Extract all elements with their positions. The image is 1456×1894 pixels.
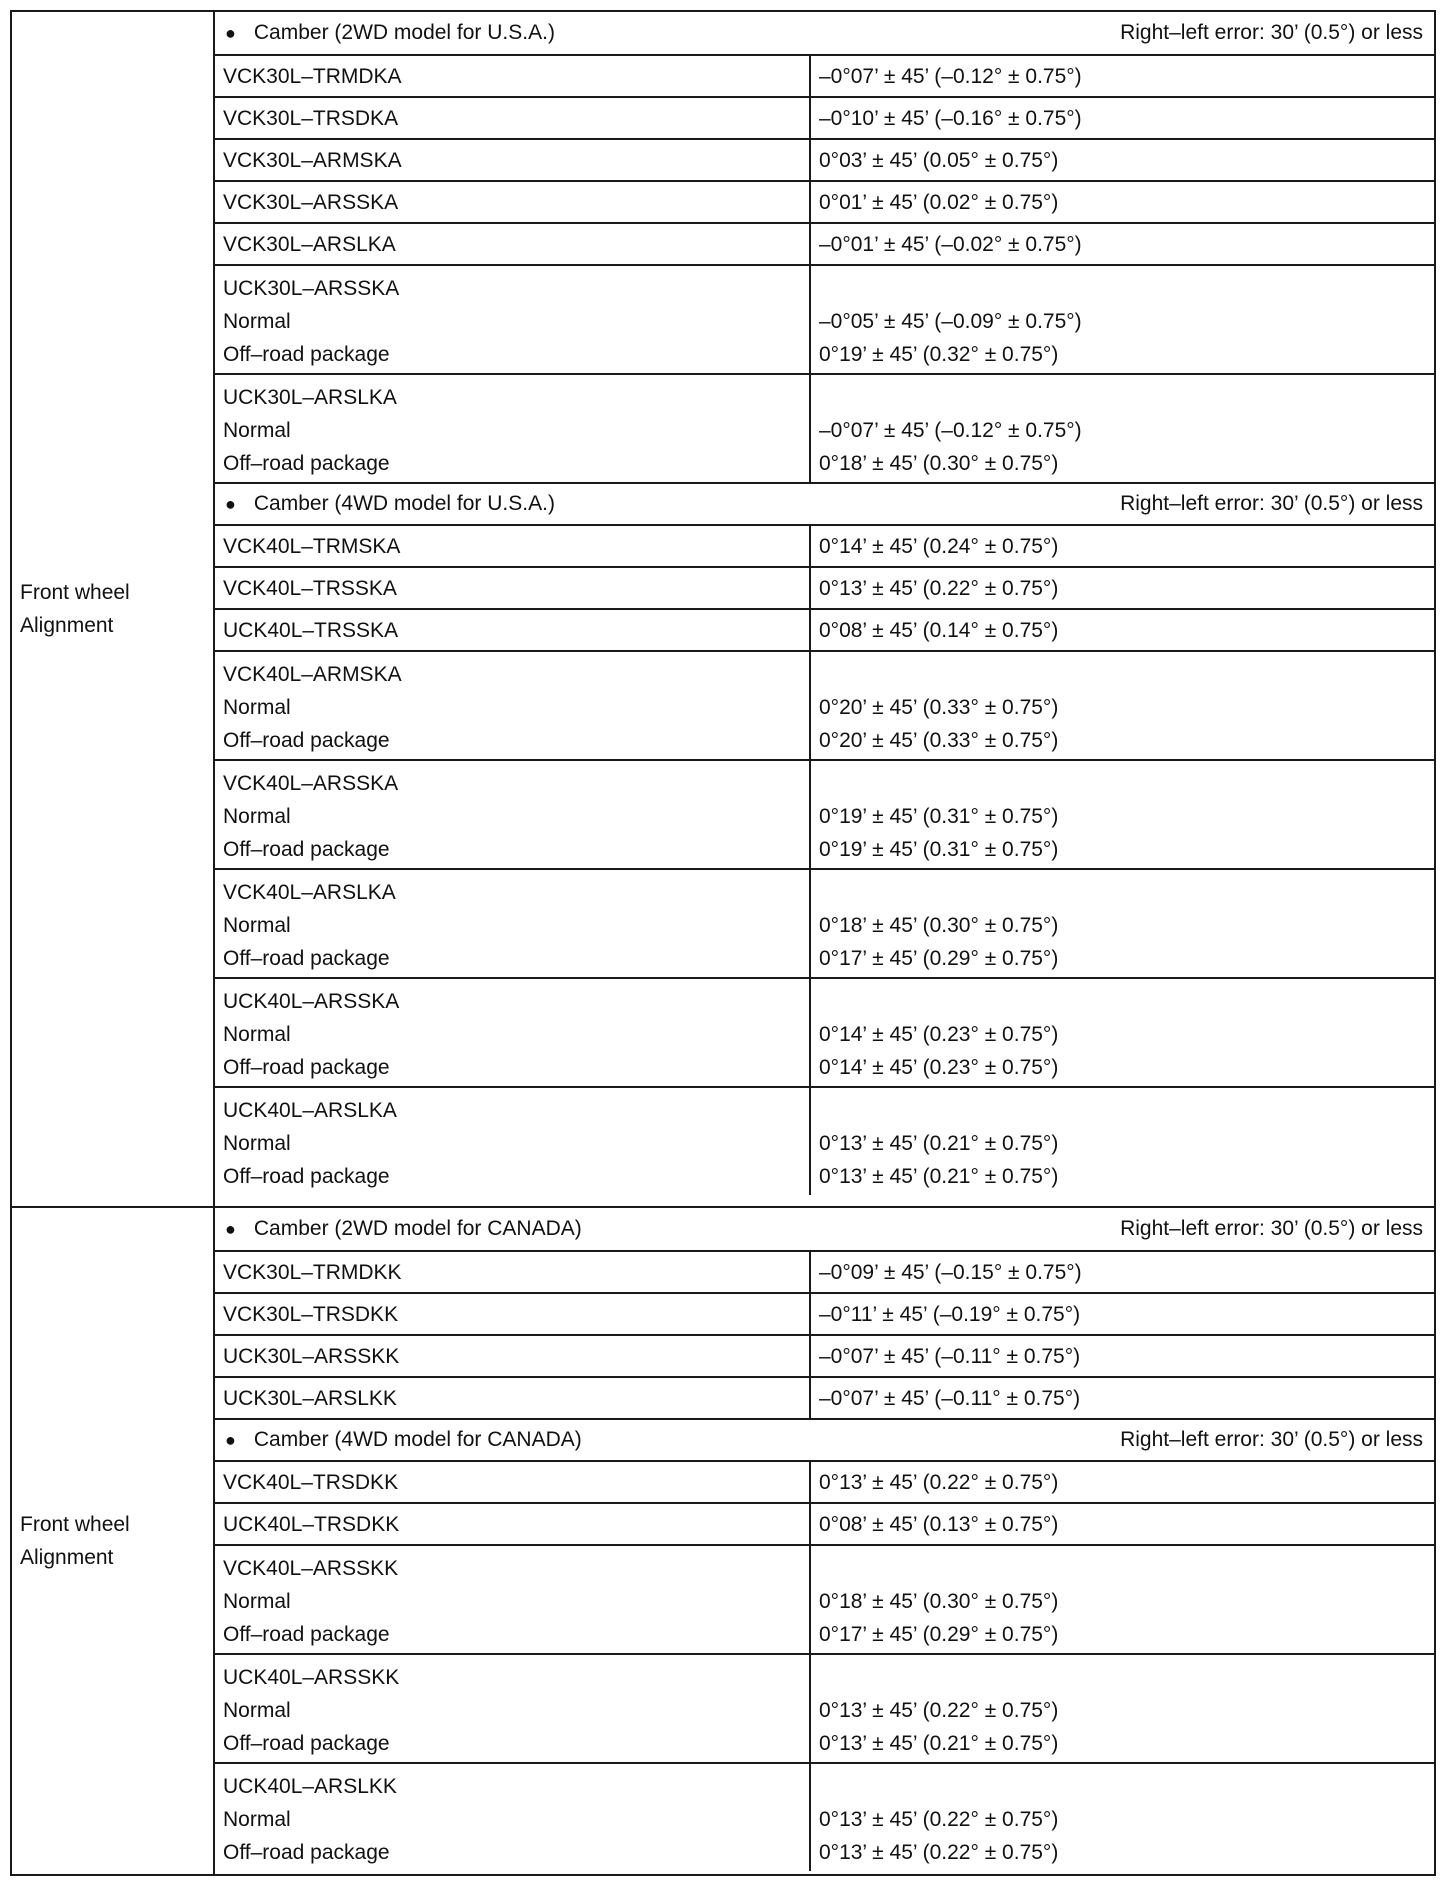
alignment-spec-table	[10, 10, 1436, 1876]
normal-label: Normal	[223, 1132, 291, 1155]
table-row	[215, 180, 1434, 222]
section-title-wrap	[225, 492, 555, 516]
model-code: VCK30L–ARSLKA	[223, 233, 396, 256]
model-code: VCK40L–ARMSKA	[223, 663, 402, 686]
model-code: VCK30L–ARSSKA	[223, 191, 399, 214]
model-code: UCK40L–TRSSKA	[223, 619, 399, 642]
section-title-wrap	[225, 1217, 582, 1241]
table-row	[215, 1250, 1434, 1292]
model-cell	[215, 526, 811, 566]
offroad-label: Off–road package	[223, 729, 390, 752]
spacer-line	[819, 985, 1434, 1018]
section-note: Right–left error: 30’ (0.5°) or less	[1120, 492, 1423, 515]
table-row	[215, 759, 1434, 868]
model-code: UCK30L–ARSSKK	[223, 1345, 400, 1368]
offroad-label: Off–road package	[223, 1623, 390, 1646]
normal-label: Normal	[223, 805, 291, 828]
offroad-label: Off–road package	[223, 343, 390, 366]
value-cell	[811, 1088, 1434, 1195]
side-label-cell	[12, 1208, 215, 1874]
value-cell	[811, 979, 1434, 1086]
model-cell	[215, 979, 811, 1086]
value-cell	[811, 1462, 1434, 1502]
normal-value: 0°13’ ± 45’ (0.22° ± 0.75°)	[819, 1699, 1059, 1722]
table-row	[215, 650, 1434, 759]
section-title-wrap	[225, 21, 555, 45]
value-cell	[811, 98, 1434, 138]
table-row	[215, 54, 1434, 96]
spacer-line	[819, 381, 1434, 414]
section-note: Right–left error: 30’ (0.5°) or less	[1120, 1217, 1423, 1240]
normal-label: Normal	[223, 1023, 291, 1046]
table-row	[215, 1653, 1434, 1762]
model-code: UCK40L–ARSSKK	[223, 1666, 400, 1689]
value-cell	[811, 568, 1434, 608]
model-code: UCK40L–ARSLKA	[223, 1099, 397, 1122]
offroad-value: 0°18’ ± 45’ (0.30° ± 0.75°)	[819, 452, 1059, 475]
model-code: UCK30L–ARSSKA	[223, 277, 400, 300]
table-row	[215, 977, 1434, 1086]
model-cell	[215, 870, 811, 977]
table-row	[215, 1762, 1434, 1871]
model-cell	[215, 1764, 811, 1871]
spec-column	[215, 1208, 1434, 1874]
table-row	[215, 1376, 1434, 1418]
model-code: UCK40L–ARSLKK	[223, 1775, 397, 1798]
model-cell	[215, 1546, 811, 1653]
offroad-value: 0°13’ ± 45’ (0.21° ± 0.75°)	[819, 1165, 1059, 1188]
section-header	[215, 482, 1434, 524]
model-code: VCK30L–TRSDKK	[223, 1303, 399, 1326]
normal-value: 0°13’ ± 45’ (0.21° ± 0.75°)	[819, 1132, 1059, 1155]
model-code: VCK40L–ARSLKA	[223, 881, 396, 904]
camber-value: 0°13’ ± 45’ (0.22° ± 0.75°)	[819, 1471, 1059, 1494]
side-label-cell	[12, 12, 215, 1206]
model-cell	[215, 1655, 811, 1762]
normal-value: 0°14’ ± 45’ (0.23° ± 0.75°)	[819, 1023, 1059, 1046]
offroad-value: 0°19’ ± 45’ (0.31° ± 0.75°)	[819, 838, 1059, 861]
normal-value: 0°18’ ± 45’ (0.30° ± 0.75°)	[819, 914, 1059, 937]
model-code: UCK30L–ARSLKK	[223, 1387, 397, 1410]
model-code: UCK30L–ARSLKA	[223, 386, 397, 409]
table-block	[12, 12, 1434, 1206]
offroad-value: 0°13’ ± 45’ (0.21° ± 0.75°)	[819, 1732, 1059, 1755]
table-row	[215, 868, 1434, 977]
model-code: VCK40L–TRMSKA	[223, 535, 401, 558]
model-cell	[215, 568, 811, 608]
section-header	[215, 1208, 1434, 1250]
camber-value: –0°07’ ± 45’ (–0.11° ± 0.75°)	[819, 1345, 1081, 1368]
bullet-icon: ●	[225, 493, 236, 514]
model-cell	[215, 1462, 811, 1502]
value-cell	[811, 375, 1434, 482]
spacer-line	[819, 1770, 1434, 1803]
offroad-value: 0°14’ ± 45’ (0.23° ± 0.75°)	[819, 1056, 1059, 1079]
model-code: VCK30L–TRSDKA	[223, 107, 399, 130]
normal-label: Normal	[223, 419, 291, 442]
value-cell	[811, 1378, 1434, 1418]
table-row	[215, 96, 1434, 138]
value-cell	[811, 1336, 1434, 1376]
model-code: VCK40L–TRSSKA	[223, 577, 397, 600]
normal-value: 0°13’ ± 45’ (0.22° ± 0.75°)	[819, 1808, 1059, 1831]
section-note: Right–left error: 30’ (0.5°) or less	[1120, 21, 1423, 44]
camber-value: 0°08’ ± 45’ (0.14° ± 0.75°)	[819, 619, 1059, 642]
normal-label: Normal	[223, 1590, 291, 1613]
camber-value: 0°03’ ± 45’ (0.05° ± 0.75°)	[819, 149, 1059, 172]
bullet-icon: ●	[225, 1429, 236, 1450]
value-cell	[811, 610, 1434, 650]
model-cell	[215, 266, 811, 373]
offroad-value: 0°19’ ± 45’ (0.32° ± 0.75°)	[819, 343, 1059, 366]
section-title: Camber (2WD model for U.S.A.)	[253, 21, 555, 44]
model-code: VCK30L–ARMSKA	[223, 149, 402, 172]
side-label: Front wheel Alignment	[20, 581, 130, 637]
camber-value: 0°14’ ± 45’ (0.24° ± 0.75°)	[819, 535, 1059, 558]
model-code: VCK30L–TRMDKA	[223, 65, 402, 88]
value-cell	[811, 1655, 1434, 1762]
value-cell	[811, 870, 1434, 977]
model-cell	[215, 98, 811, 138]
normal-value: 0°18’ ± 45’ (0.30° ± 0.75°)	[819, 1590, 1059, 1613]
model-cell	[215, 1088, 811, 1195]
side-label: Front wheel Alignment	[20, 1513, 130, 1569]
value-cell	[811, 1252, 1434, 1292]
value-cell	[811, 56, 1434, 96]
offroad-label: Off–road package	[223, 1841, 390, 1864]
spacer-line	[819, 272, 1434, 305]
table-row	[215, 1460, 1434, 1502]
spacer-line	[819, 767, 1434, 800]
camber-value: –0°01’ ± 45’ (–0.02° ± 0.75°)	[819, 233, 1082, 256]
value-cell	[811, 140, 1434, 180]
table-block	[12, 1206, 1434, 1874]
camber-value: –0°07’ ± 45’ (–0.11° ± 0.75°)	[819, 1387, 1081, 1410]
camber-value: –0°11’ ± 45’ (–0.19° ± 0.75°)	[819, 1303, 1081, 1326]
table-row	[215, 264, 1434, 373]
model-cell	[215, 610, 811, 650]
spacer-line	[819, 1552, 1434, 1585]
table-row	[215, 608, 1434, 650]
normal-value: –0°07’ ± 45’ (–0.12° ± 0.75°)	[819, 419, 1082, 442]
section-title: Camber (4WD model for U.S.A.)	[253, 492, 555, 515]
offroad-label: Off–road package	[223, 1056, 390, 1079]
model-cell	[215, 652, 811, 759]
model-cell	[215, 182, 811, 222]
value-cell	[811, 1764, 1434, 1871]
value-cell	[811, 1546, 1434, 1653]
offroad-value: 0°20’ ± 45’ (0.33° ± 0.75°)	[819, 729, 1059, 752]
value-cell	[811, 652, 1434, 759]
value-cell	[811, 761, 1434, 868]
table-row	[215, 373, 1434, 482]
table-row	[215, 524, 1434, 566]
table-row	[215, 138, 1434, 180]
offroad-label: Off–road package	[223, 452, 390, 475]
section-title-wrap	[225, 1428, 582, 1452]
model-code: VCK30L–TRMDKK	[223, 1261, 402, 1284]
model-code: VCK40L–ARSSKK	[223, 1557, 399, 1580]
camber-value: –0°09’ ± 45’ (–0.15° ± 0.75°)	[819, 1261, 1082, 1284]
section-note: Right–left error: 30’ (0.5°) or less	[1120, 1428, 1423, 1451]
offroad-label: Off–road package	[223, 947, 390, 970]
value-cell	[811, 182, 1434, 222]
offroad-value: 0°17’ ± 45’ (0.29° ± 0.75°)	[819, 947, 1059, 970]
table-row	[215, 1334, 1434, 1376]
model-cell	[215, 375, 811, 482]
table-row	[215, 1086, 1434, 1195]
model-cell	[215, 224, 811, 264]
table-row	[215, 566, 1434, 608]
spacer-line	[819, 1094, 1434, 1127]
spacer-line	[819, 876, 1434, 909]
model-cell	[215, 1504, 811, 1544]
model-code: VCK40L–ARSSKA	[223, 772, 399, 795]
model-cell	[215, 1252, 811, 1292]
camber-value: 0°08’ ± 45’ (0.13° ± 0.75°)	[819, 1513, 1059, 1536]
normal-value: –0°05’ ± 45’ (–0.09° ± 0.75°)	[819, 310, 1082, 333]
camber-value: 0°13’ ± 45’ (0.22° ± 0.75°)	[819, 577, 1059, 600]
value-cell	[811, 224, 1434, 264]
normal-value: 0°19’ ± 45’ (0.31° ± 0.75°)	[819, 805, 1059, 828]
section-header	[215, 12, 1434, 54]
spacer-line	[819, 1661, 1434, 1694]
spec-column	[215, 12, 1434, 1206]
section-title: Camber (4WD model for CANADA)	[253, 1428, 582, 1451]
offroad-value: 0°17’ ± 45’ (0.29° ± 0.75°)	[819, 1623, 1059, 1646]
table-row	[215, 1544, 1434, 1653]
normal-label: Normal	[223, 914, 291, 937]
table-row	[215, 1502, 1434, 1544]
value-cell	[811, 1294, 1434, 1334]
offroad-label: Off–road package	[223, 1732, 390, 1755]
model-code: UCK40L–ARSSKA	[223, 990, 400, 1013]
model-cell	[215, 1378, 811, 1418]
model-code: VCK40L–TRSDKK	[223, 1471, 399, 1494]
model-cell	[215, 1336, 811, 1376]
normal-label: Normal	[223, 310, 291, 333]
model-cell	[215, 56, 811, 96]
model-cell	[215, 761, 811, 868]
bullet-icon: ●	[225, 22, 236, 43]
model-cell	[215, 140, 811, 180]
value-cell	[811, 1504, 1434, 1544]
value-cell	[811, 526, 1434, 566]
model-cell	[215, 1294, 811, 1334]
offroad-label: Off–road package	[223, 1165, 390, 1188]
table-row	[215, 222, 1434, 264]
spacer-line	[819, 658, 1434, 691]
camber-value: –0°10’ ± 45’ (–0.16° ± 0.75°)	[819, 107, 1082, 130]
camber-value: 0°01’ ± 45’ (0.02° ± 0.75°)	[819, 191, 1059, 214]
normal-label: Normal	[223, 1699, 291, 1722]
section-header	[215, 1418, 1434, 1460]
offroad-value: 0°13’ ± 45’ (0.22° ± 0.75°)	[819, 1841, 1059, 1864]
table-row	[215, 1292, 1434, 1334]
camber-value: –0°07’ ± 45’ (–0.12° ± 0.75°)	[819, 65, 1082, 88]
section-title: Camber (2WD model for CANADA)	[253, 1217, 582, 1240]
normal-label: Normal	[223, 1808, 291, 1831]
offroad-label: Off–road package	[223, 838, 390, 861]
value-cell	[811, 266, 1434, 373]
normal-label: Normal	[223, 696, 291, 719]
model-code: UCK40L–TRSDKK	[223, 1513, 400, 1536]
normal-value: 0°20’ ± 45’ (0.33° ± 0.75°)	[819, 696, 1059, 719]
bullet-icon: ●	[225, 1218, 236, 1239]
